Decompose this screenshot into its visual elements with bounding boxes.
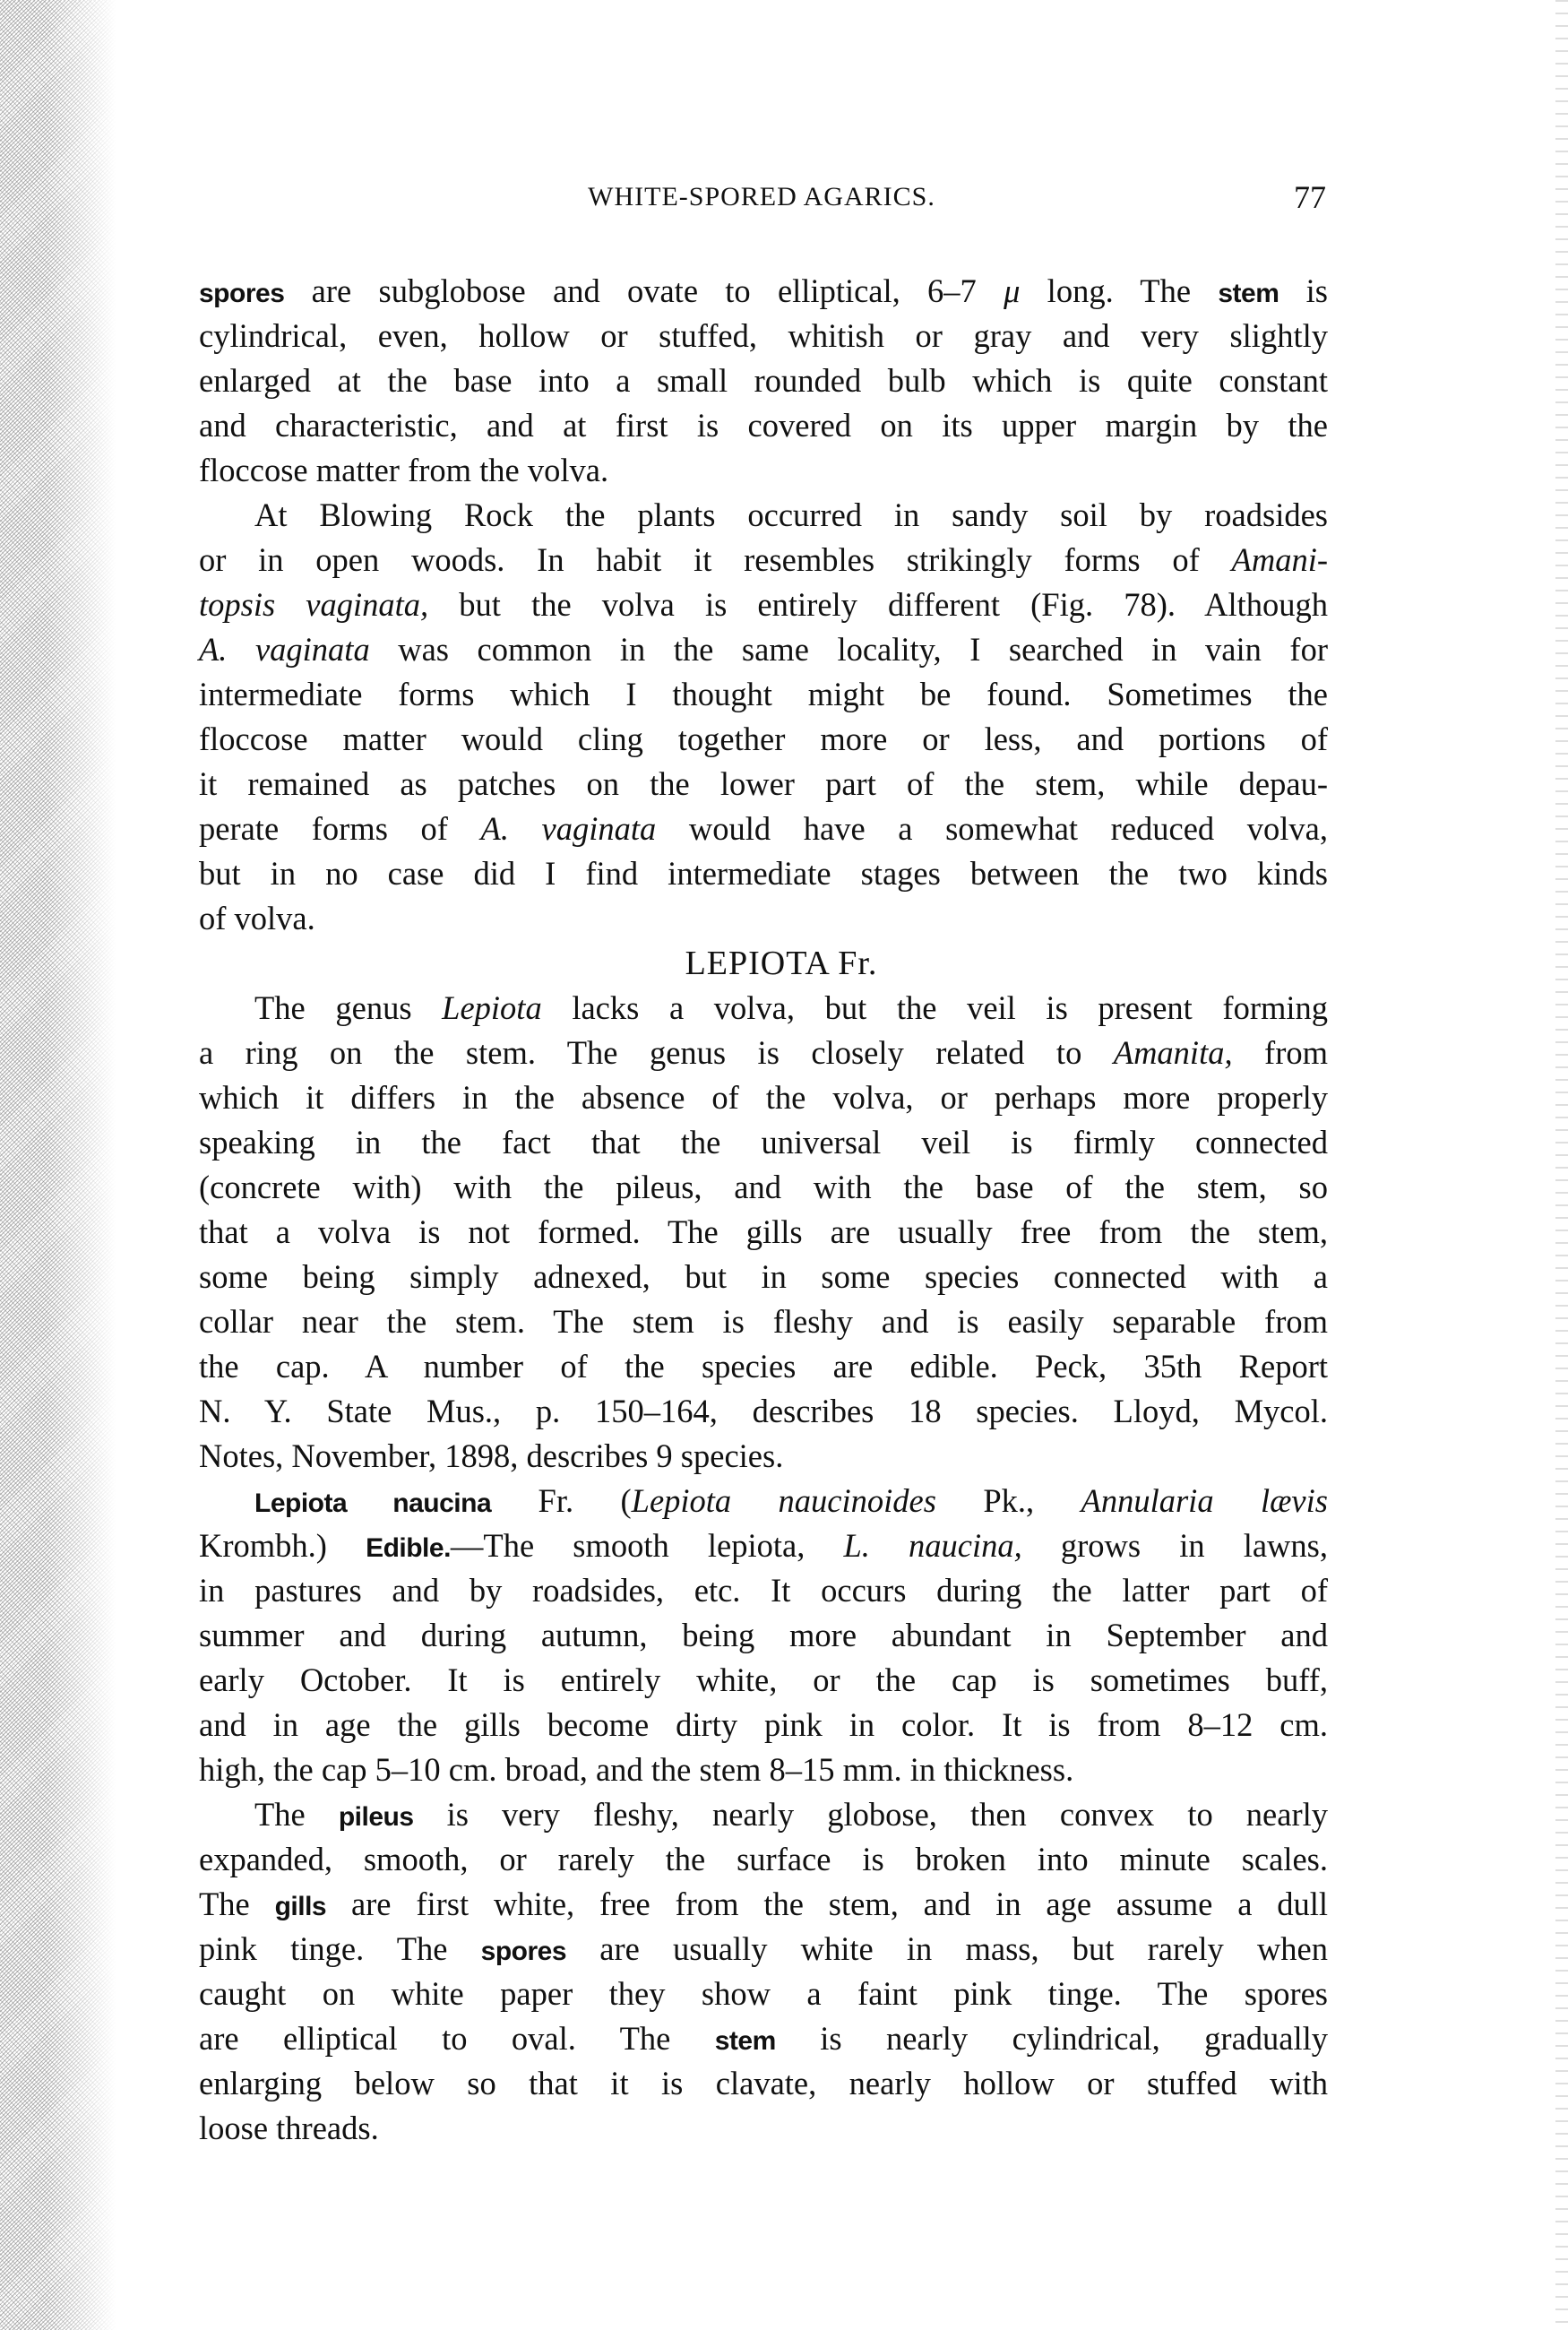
text-run: but the volva is entirely different (Fig. 78). Although <box>428 586 1328 623</box>
text-line <box>199 1434 1328 1479</box>
text-run: intermediate forms which I thought might be found. Sometimes the <box>199 676 1328 712</box>
text-line <box>199 1972 1328 2016</box>
text-line <box>199 358 1328 403</box>
text-run: and in age the gills become dirty pink in color. It is from 8–12 cm. <box>199 1706 1328 1743</box>
text-run: are elliptical to oval. The <box>199 2020 715 2057</box>
italic-name: Amanita, <box>1113 1034 1233 1071</box>
text-run: but in no case did I find intermediate stages between the two kinds <box>199 855 1328 892</box>
italic-name: A. vaginata <box>199 631 370 668</box>
text-run: N. Y. State Mus., p. 150–164, describes 18 species. Lloyd, Mycol. <box>199 1393 1328 1429</box>
text-line <box>199 1344 1328 1389</box>
bold-term: spores <box>199 279 285 308</box>
text-line <box>199 1389 1328 1434</box>
page-edge <box>1555 0 1568 2330</box>
text-line <box>199 1479 1328 1523</box>
text-line <box>199 1568 1328 1613</box>
bold-term: stem <box>714 2026 776 2056</box>
text-line <box>199 403 1328 448</box>
text-line <box>199 986 1328 1031</box>
paragraph <box>199 269 1328 493</box>
text-run: The <box>254 1796 339 1833</box>
text-run: and characteristic, and at first is covered on its upper margin by the <box>199 407 1328 444</box>
text-run: floccose matter would cling together more or less, and portions of <box>199 721 1328 757</box>
bold-term: stem <box>1218 279 1279 308</box>
text-run: that a volva is not formed. The gills are usually free from the stem, <box>199 1213 1328 1250</box>
text-run: pink tinge. The <box>199 1930 481 1967</box>
text-run: are first white, free from the stem, and in age assume a dull <box>326 1886 1329 1922</box>
text-run: are usually white in mass, but rarely when <box>566 1930 1328 1967</box>
text-line <box>199 1658 1328 1703</box>
text-run: was common in the same locality, I searched in vain for <box>369 631 1328 668</box>
text-run: from <box>1232 1034 1328 1071</box>
text-line <box>199 627 1328 672</box>
text-line <box>199 896 1328 941</box>
page-body <box>199 269 1328 2151</box>
italic-name: μ <box>1004 272 1021 309</box>
text-run: enlarging below so that it is clavate, nearly hollow or stuffed with <box>199 2065 1328 2101</box>
text-line <box>199 1927 1328 1972</box>
text-line <box>199 538 1328 582</box>
text-line <box>199 1165 1328 1210</box>
text-line <box>199 582 1328 627</box>
bold-term: pileus <box>338 1802 414 1832</box>
text-run: are subglobose and ovate to elliptical, 6–7 <box>284 272 1004 309</box>
text-run: grows in lawns, <box>1021 1527 1328 1564</box>
text-run: The genus <box>254 989 443 1026</box>
italic-name: Annularia lævis <box>1081 1482 1328 1519</box>
text-line <box>199 1882 1328 1927</box>
text-run: Pk., <box>935 1482 1081 1519</box>
text-run: high, the cap 5–10 cm. broad, and the stem 8–15 mm. in thickness. <box>199 1751 1074 1788</box>
bold-term: gills <box>274 1892 327 1921</box>
text-run: is nearly cylindrical, gradually <box>775 2020 1329 2057</box>
text-line <box>199 1075 1328 1120</box>
text-block-lepiota <box>199 986 1328 2151</box>
text-line <box>199 269 1328 314</box>
text-run: enlarged at the base into a small rounded bulb which is quite constant <box>199 362 1328 399</box>
text-run: expanded, smooth, or rarely the surface is broken into minute scales. <box>199 1841 1328 1877</box>
text-run: perate forms of <box>199 810 481 847</box>
text-run: which it differs in the absence of the volva, or perhaps more properly <box>199 1079 1328 1116</box>
text-run: lacks a volva, but the veil is present forming <box>541 989 1329 1026</box>
text-line <box>199 448 1328 493</box>
text-run: —The smooth lepiota, <box>450 1527 844 1564</box>
text-run: would have a somewhat reduced volva, <box>656 810 1328 847</box>
paragraph <box>199 1792 1328 2151</box>
section-heading: LEPIOTA Fr. <box>685 945 878 982</box>
text-line <box>199 1210 1328 1255</box>
italic-name: Lepiota naucinoides <box>631 1482 936 1519</box>
text-run: The <box>199 1886 275 1922</box>
text-line <box>199 807 1328 851</box>
text-run: At Blowing Rock the plants occurred in sandy soil by roadsides <box>254 496 1328 533</box>
text-block-amanitopsis <box>199 269 1328 941</box>
text-line <box>199 1837 1328 1882</box>
text-line <box>199 717 1328 762</box>
text-line <box>199 1255 1328 1299</box>
text-line <box>199 1031 1328 1075</box>
paragraph <box>199 493 1328 941</box>
text-line <box>199 851 1328 896</box>
text-line <box>199 762 1328 807</box>
text-run: or in open woods. In habit it resembles strikingly forms of <box>199 541 1232 578</box>
text-run: caught on white paper they show a faint pink tinge. The spores <box>199 1975 1328 2012</box>
bold-term: Lepiota naucina <box>254 1489 492 1518</box>
paragraph <box>199 1479 1328 1792</box>
page-number: 77 <box>1294 179 1326 215</box>
bold-term: Edible. <box>366 1533 451 1563</box>
text-line <box>199 1120 1328 1165</box>
text-line <box>199 2106 1328 2151</box>
text-run: summer and during autumn, being more abundant in September and <box>199 1617 1328 1653</box>
bold-term: spores <box>480 1937 567 1966</box>
text-run: cylindrical, even, hollow or stuffed, whitish or gray and very slightly <box>199 317 1328 354</box>
text-run: the cap. A number of the species are edible. Peck, 35th Report <box>199 1348 1328 1385</box>
text-run: of volva. <box>199 900 315 936</box>
text-run: is very fleshy, nearly globose, then convex to nearly <box>413 1796 1329 1833</box>
text-run: it remained as patches on the lower part of the stem, while depau- <box>199 765 1328 802</box>
text-run: (concrete with) with the pileus, and with the base of the stem, so <box>199 1169 1328 1205</box>
text-line <box>199 1748 1328 1792</box>
text-line <box>199 1299 1328 1344</box>
text-line <box>199 672 1328 717</box>
text-line <box>199 314 1328 358</box>
text-line <box>199 1523 1328 1568</box>
binding-shadow <box>0 0 116 2330</box>
text-line <box>199 2061 1328 2106</box>
text-run: collar near the stem. The stem is fleshy and is easily separable from <box>199 1303 1328 1340</box>
text-line <box>199 1703 1328 1748</box>
paragraph <box>199 986 1328 1479</box>
text-run: in pastures and by roadsides, etc. It occurs during the latter part of <box>199 1572 1328 1609</box>
text-line <box>199 2016 1328 2061</box>
text-run: speaking in the fact that the universal veil is firmly connected <box>199 1124 1328 1161</box>
italic-name: L. naucina, <box>843 1527 1022 1564</box>
italic-name: Amani- <box>1231 541 1328 578</box>
running-head: WHITE-SPORED AGARICS. <box>588 182 935 211</box>
text-run: is <box>1279 272 1328 309</box>
text-run: Krombh.) <box>199 1527 366 1564</box>
text-run: early October. It is entirely white, or the cap is sometimes buff, <box>199 1661 1328 1698</box>
text-run: floccose matter from the volva. <box>199 452 609 488</box>
italic-name: topsis vaginata, <box>199 586 429 623</box>
text-line <box>199 1613 1328 1658</box>
italic-name: A. vaginata <box>480 810 657 847</box>
text-line <box>199 493 1328 538</box>
text-run: a ring on the stem. The genus is closely related to <box>199 1034 1114 1071</box>
text-run: Fr. ( <box>491 1482 632 1519</box>
text-run: loose threads. <box>199 2110 379 2146</box>
page-header <box>197 179 1326 227</box>
italic-name: Lepiota <box>442 989 542 1026</box>
text-run: some being simply adnexed, but in some species connected with a <box>199 1258 1328 1295</box>
text-run: long. The <box>1020 272 1219 309</box>
text-run: Notes, November, 1898, describes 9 species. <box>199 1437 784 1474</box>
text-line <box>199 1792 1328 1837</box>
